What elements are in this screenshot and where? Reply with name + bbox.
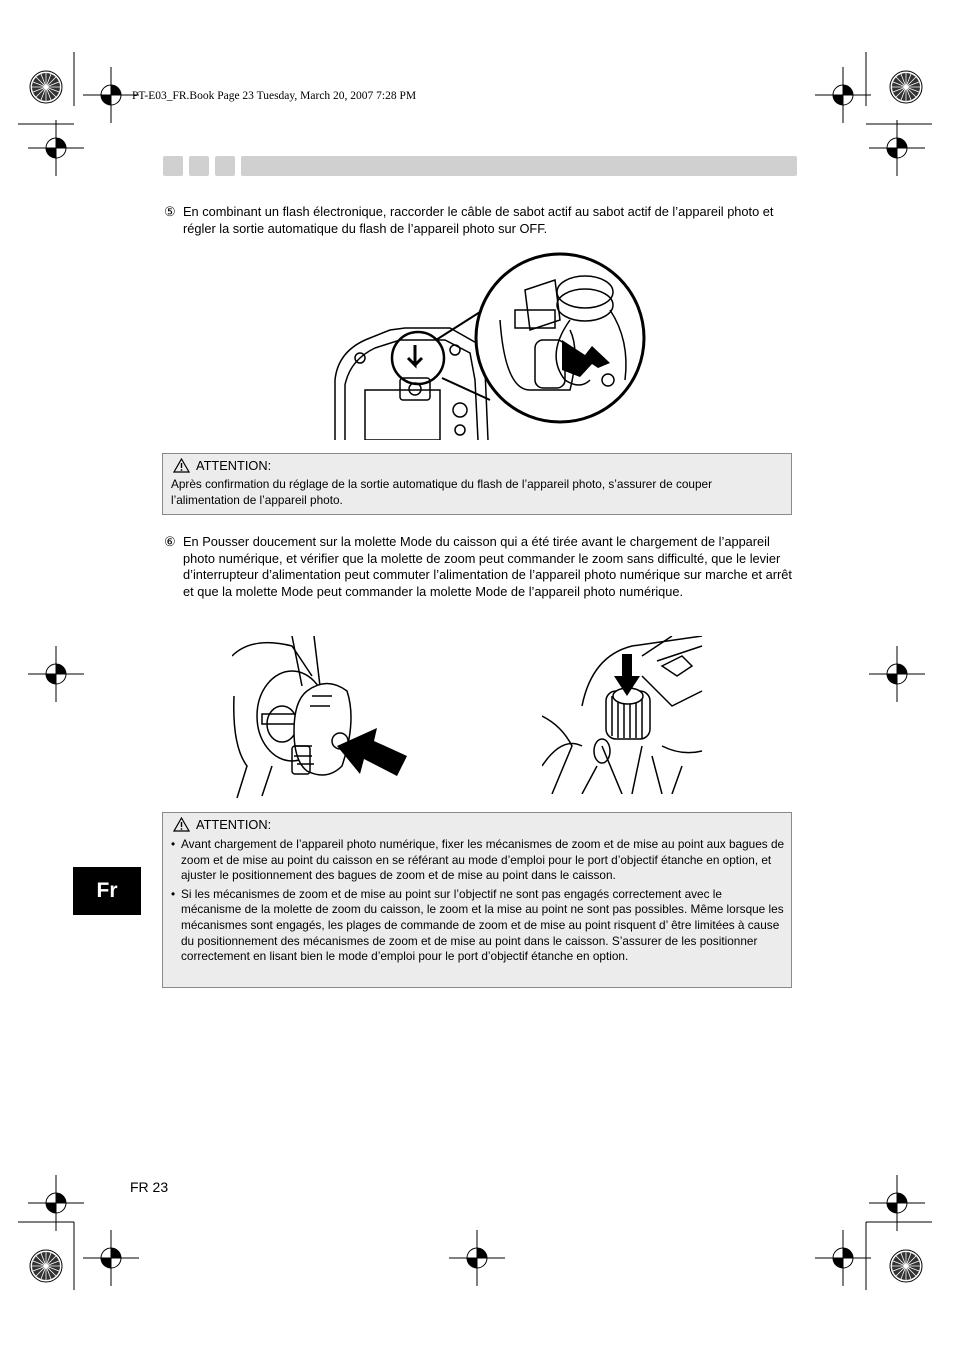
caution-title: ATTENTION: xyxy=(196,817,272,832)
caution-bullet: • Avant chargement de l’appareil photo numérique, fixer les mécanismes de zoom et de mise au point aux bagues de zoom et de mise au point du caisson en se référant au mode d’emploi pour le port d’objectif étanche en option, et ajuster le positionnement des bagues de zoom et de mise au point dans le caisson. xyxy=(171,837,785,883)
registration-target-icon xyxy=(449,1230,505,1286)
registration-target-icon xyxy=(83,67,139,123)
registration-target-icon xyxy=(869,1175,925,1231)
registration-target-icon xyxy=(28,120,84,176)
registration-target-icon xyxy=(869,646,925,702)
registration-target-icon xyxy=(815,1230,871,1286)
registration-star-icon xyxy=(890,1250,922,1282)
caution-text: Après confirmation du réglage de la sortie automatique du flash de l’appareil photo, s’assurer de couper l’alimentation de l’appareil photo. xyxy=(171,477,713,507)
registration-target-icon xyxy=(869,120,925,176)
registration-star-icon xyxy=(890,71,922,103)
print-header: PT-E03_FR.Book Page 23 Tuesday, March 20, 2007 7:28 PM xyxy=(132,90,417,102)
bullet-icon: • xyxy=(171,886,176,901)
step-text: En combinant un flash électronique, raccorder le câble de sabot actif au sabot actif de l’appareil photo et régler la sortie automatique du flash de l’appareil photo sur OFF. xyxy=(183,204,774,236)
registration-target-icon xyxy=(83,1230,139,1286)
step-number: ⑤ xyxy=(164,204,176,219)
step-number: ⑥ xyxy=(164,534,176,549)
page-number: FR 23 xyxy=(130,1179,169,1195)
bullet-icon: • xyxy=(171,837,176,851)
caution-bullet: • Si les mécanismes de zoom et de mise au point sur l’objectif ne sont pas engagés correctement avec le mécanisme de la molette de zoom du caisson, le zoom et la mise au point ne sont pas possibles. Même lorsque les mécanismes sont engagés, les plages de commande de zoom et de mise au point risquent d’ être limitées à cause du positionnement des mécanismes de zoom et de mise au point dans le caisson. S’assurer de les positionner correctement en lisant bien le mode d’emploi pour le port d’objectif étanche en option. xyxy=(171,886,784,964)
registration-target-icon xyxy=(28,646,84,702)
registration-star-icon xyxy=(30,1250,62,1282)
language-tab: Fr xyxy=(73,867,141,915)
registration-star-icon xyxy=(30,71,62,103)
step-text: En Pousser doucement sur la molette Mode du caisson qui a été tirée avant le chargement de l’appareil photo numérique, et vérifier que la molette de zoom peut commander le zoom sans difficulté, que le levier d’interrupteur d’alimentation peut commuter l’alimentation de l’appareil photo numérique sur marche et arrêt et que la molette Mode peut commander la molette Mode de l’appareil photo numérique. xyxy=(183,534,792,599)
caution-title: ATTENTION: xyxy=(196,458,272,473)
registration-target-icon xyxy=(815,67,871,123)
registration-target-icon xyxy=(28,1175,84,1231)
